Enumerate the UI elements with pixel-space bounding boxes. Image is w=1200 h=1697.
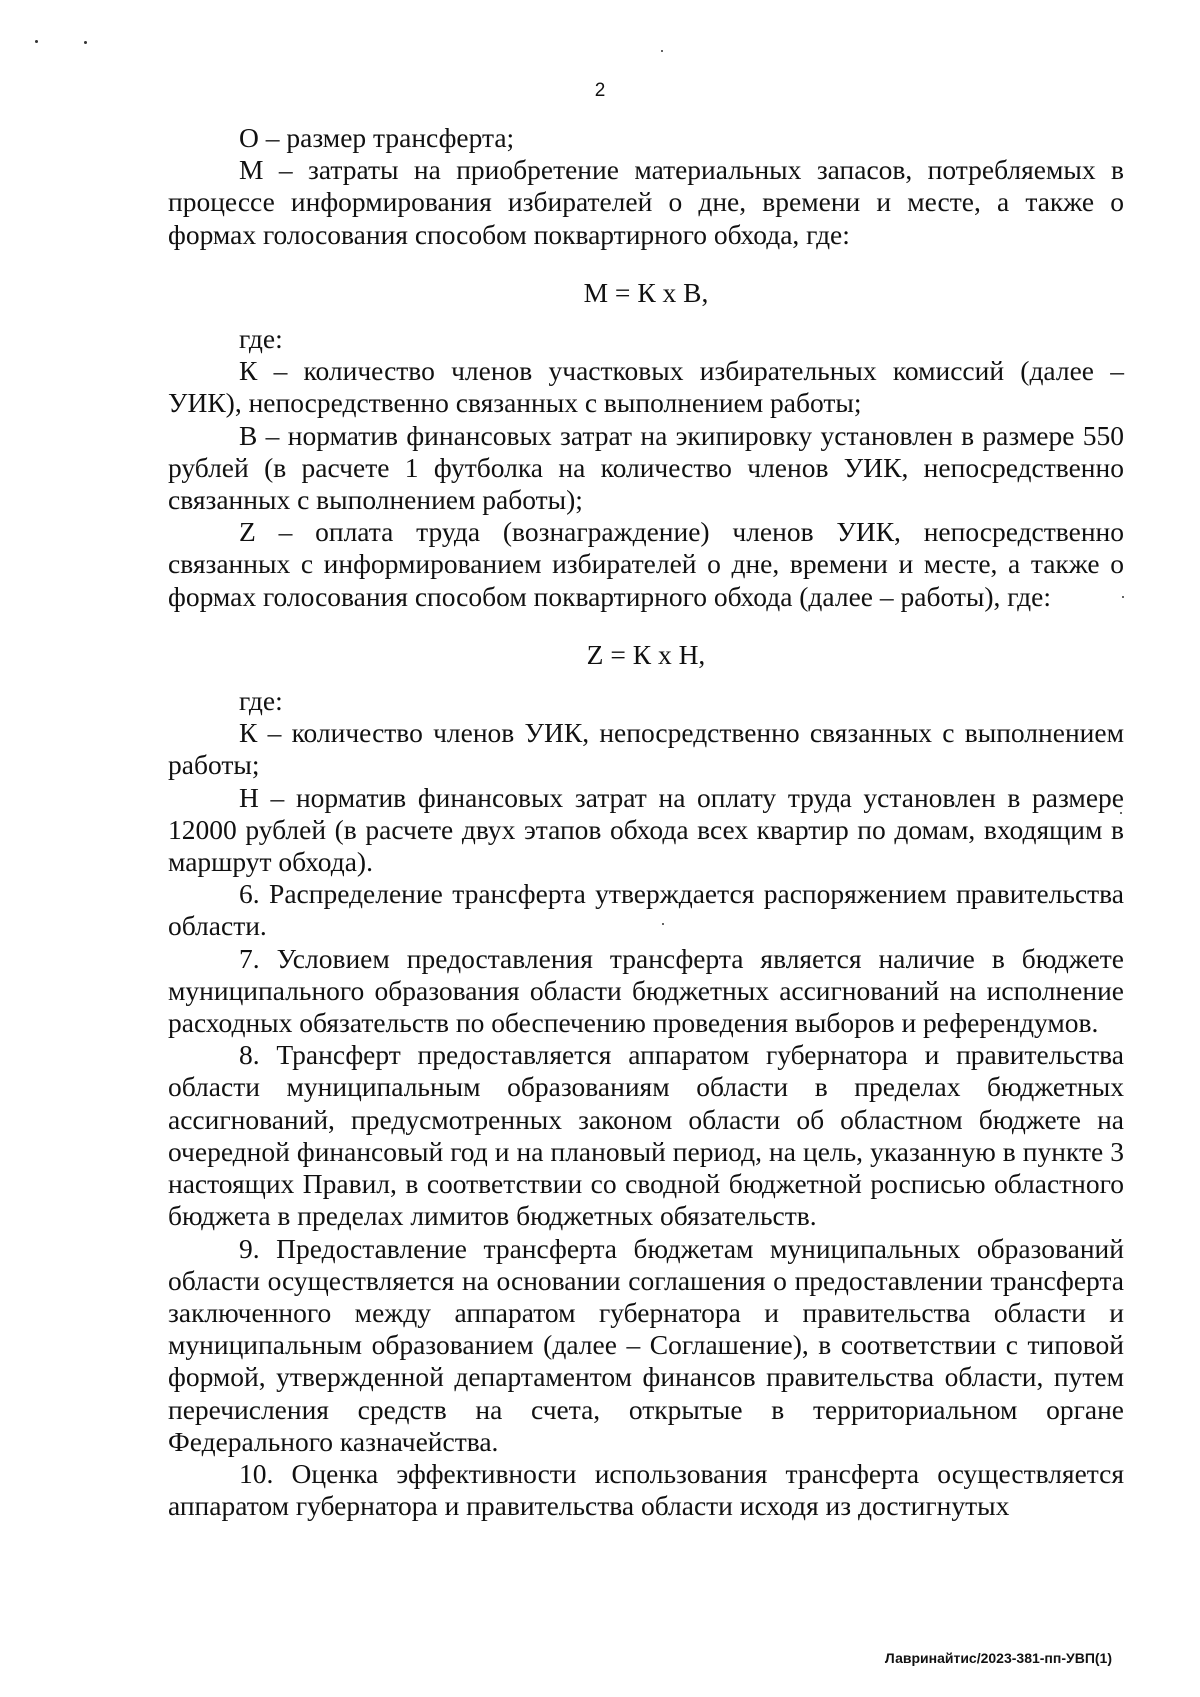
formula-z: Z = К х Н, <box>586 638 706 670</box>
page-number: 2 <box>594 80 606 101</box>
scan-speck <box>661 50 663 52</box>
paragraph-h-definition: Н – норматив финансовых затрат на оплату труда установлен в размере 12000 рублей (в расчете двух этапов обхода всех квартир по домам, входящим в маршрут обхода). <box>168 781 1124 878</box>
scan-speck <box>84 41 87 44</box>
paragraph-k-definition: К – количество членов участковых избирательных комиссий (далее – УИК), непосредственно связанных с выполнением работы; <box>168 355 1124 419</box>
paragraph-z-definition: Z – оплата труда (вознаграждение) членов УИК, непосредственно связанных с информированием избирателей о дне, времени и месте, а также о формах голосования способом поквартирного обхода (далее – работы), где: <box>168 516 1124 612</box>
paragraph-m-definition: М – затраты на приобретение материальных запасов, потребляемых в процессе информирования избирателей о дне, времени и месте, а также о формах голосования способом поквартирного обхода, где: <box>168 154 1124 250</box>
paragraph-item-8: 8. Трансферт предоставляется аппаратом губернатора и правительства области муниципальным образованиям области в пределах бюджетных ассигнований, предусмотренных законом области об областном бюджете на очередной финансовый год и на плановый период, на цель, указанную в пункте 3 настоящих Правил, в соответствии со сводной бюджетной росписью областного бюджета в пределах лимитов бюджетных обязательств. <box>168 1039 1124 1232</box>
paragraph-item-7: 7. Условием предоставления трансферта является наличие в бюджете муниципального образования области бюджетных ассигнований на исполнение расходных обязательств по обеспечению проведения выборов и референдумов. <box>168 942 1124 1039</box>
paragraph-o-definition: О – размер трансферта; <box>239 122 515 153</box>
paragraph-item-6: 6. Распределение трансферта утверждается распоряжением правительства области. <box>168 878 1124 942</box>
paragraph-item-9: 9. Предоставление трансферта бюджетам муниципальных образований области осуществляется на основании соглашения о предоставлении трансферта заключенного между аппаратом губернатора и правительства области и муниципальным образованием (далее – Соглашение), в соответствии с типовой формой, утвержденной департаментом финансов правительства области, путем перечисления средств на счета, открытые в территориальном органе Федерального казначейства. <box>168 1232 1124 1457</box>
paragraph-k2-definition: К – количество членов УИК, непосредственно связанных с выполнением работы; <box>168 717 1124 781</box>
paragraph-item-10: 10. Оценка эффективности использования трансферта осуществляется аппаратом губернатора и правительства области исходя из достигнутых <box>168 1457 1124 1522</box>
document-footer-id: Лавринайтис/2023-381-пп-УВП(1) <box>884 1650 1112 1666</box>
document-body <box>168 122 1124 1522</box>
scan-speck <box>35 40 38 43</box>
formula-m: М = К х В, <box>583 276 709 308</box>
where-label: где: <box>239 323 283 355</box>
where-label: где: <box>239 685 283 717</box>
paragraph-b-definition: В – норматив финансовых затрат на экипировку установлен в размере 550 рублей (в расчете 1 футболка на количество членов УИК, непосредственно связанных с выполнением работы); <box>168 419 1124 516</box>
